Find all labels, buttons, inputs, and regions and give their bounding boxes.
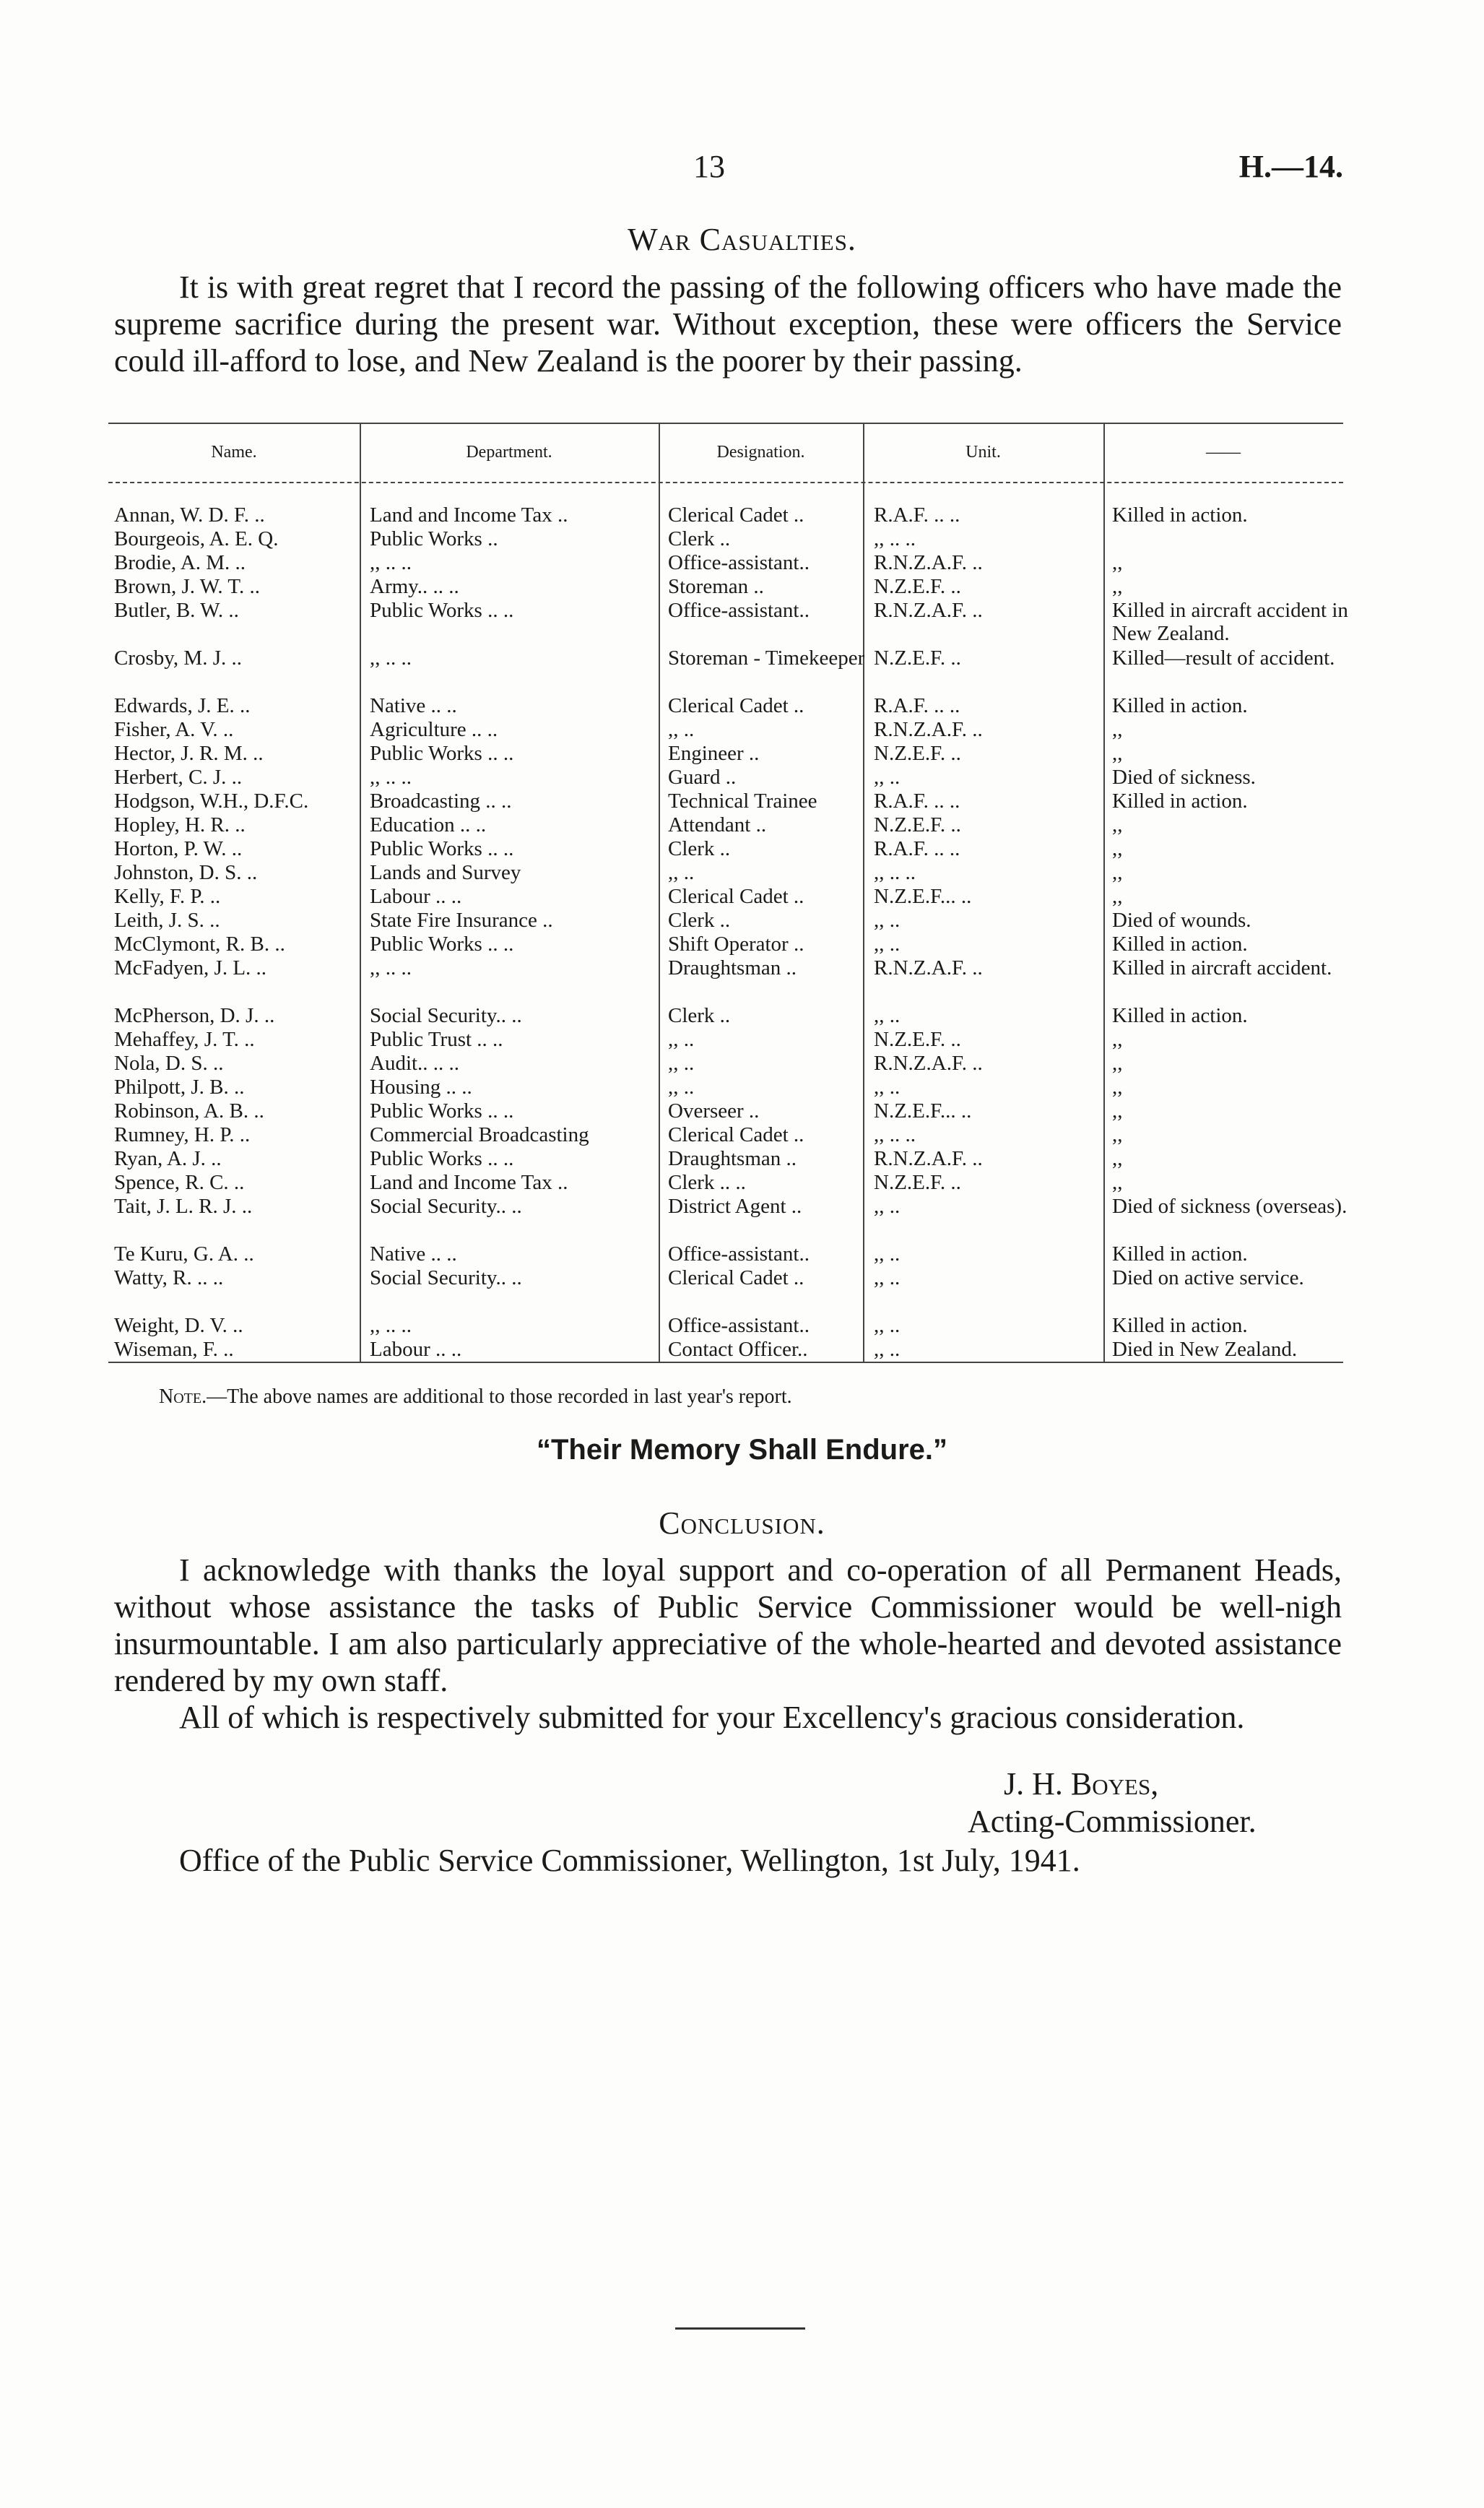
column-header-remarks: —— [1206, 443, 1241, 462]
table-cell-unit: ,, .. .. [874, 1123, 916, 1146]
table-cell-unit: R.N.Z.A.F. .. [874, 551, 983, 574]
table-cell-unit: R.A.F. .. .. [874, 503, 960, 527]
table-cell-unit: ,, .. .. [874, 861, 916, 884]
table-cell-dept: Labour .. .. [370, 885, 462, 908]
table-cell-dept: Native .. .. [370, 1242, 457, 1266]
table-cell-desg: Clerk .. [668, 837, 731, 860]
table-cell-remark: ,, [1112, 1052, 1123, 1075]
table-cell-remark: ,, [1112, 885, 1123, 908]
table-cell-unit: ,, .. [874, 1195, 901, 1218]
table-cell-desg: Clerical Cadet .. [668, 885, 804, 908]
table-cell-remark: Died on active service. [1112, 1266, 1304, 1289]
table-cell-remark: ,, [1112, 813, 1123, 836]
column-header-designation: Designation. [716, 443, 805, 462]
table-cell-unit: R.N.Z.A.F. .. [874, 718, 983, 741]
table-cell-desg: ,, .. [668, 1052, 695, 1075]
table-cell-remark: Killed in action. [1112, 933, 1248, 956]
table-cell-dept: ,, .. .. [370, 956, 412, 980]
table-cell-unit: R.A.F. .. .. [874, 694, 960, 717]
table-cell-remark: ,, [1112, 575, 1123, 598]
table-cell-desg: Clerk .. [668, 527, 731, 550]
table-cell-desg: ,, .. [668, 1028, 695, 1051]
table-cell-unit: ,, .. [874, 1338, 901, 1361]
table-cell-remark: ,, [1112, 1099, 1123, 1123]
table-cell-desg: Storeman .. [668, 575, 764, 598]
table-cell-desg: Attendant .. [668, 813, 767, 836]
table-cell-remark: Killed in action. [1112, 1242, 1248, 1266]
table-cell-remark: Killed in action. [1112, 1004, 1248, 1027]
table-cell-dept: Public Works .. [370, 527, 498, 550]
table-cell-name: Ryan, A. J. .. [114, 1147, 222, 1170]
war-casualties-intro [114, 269, 1342, 379]
table-cell-unit: N.Z.E.F... .. [874, 1099, 972, 1123]
table-cell-desg: Draughtsman .. [668, 956, 797, 980]
table-cell-remark: Died of sickness (overseas). [1112, 1195, 1348, 1218]
table-cell-name: Hodgson, W.H., D.F.C. [114, 790, 309, 813]
table-cell-dept: Public Works .. .. [370, 599, 514, 622]
table-cell-desg: ,, .. [668, 718, 695, 741]
table-cell-unit: N.Z.E.F. .. [874, 1171, 961, 1194]
table-cell-remark: ,, [1112, 1171, 1123, 1194]
table-cell-unit: ,, .. [874, 1242, 901, 1266]
note-label: Note. [159, 1385, 207, 1408]
table-cell-desg: Draughtsman .. [668, 1147, 797, 1170]
table-cell-desg: Clerk .. [668, 909, 731, 932]
office-date-line: Office of the Public Service Commissioner, Wellington, 1st July, 1941. [179, 1843, 1080, 1878]
table-cell-name: Tait, J. L. R. J. .. [114, 1195, 253, 1218]
table-cell-desg: Office-assistant.. [668, 1314, 810, 1337]
table-cell-desg: ,, .. [668, 861, 695, 884]
table-cell-unit: N.Z.E.F. .. [874, 813, 961, 836]
table-cell-name: McFadyen, J. L. .. [114, 956, 267, 980]
table-cell-unit: N.Z.E.F. .. [874, 742, 961, 765]
table-cell-remark: Died in New Zealand. [1112, 1338, 1298, 1361]
conclusion-paragraph-2 [114, 1699, 1342, 1736]
end-rule [675, 2327, 805, 2330]
document-reference: H.—14. [1238, 149, 1343, 184]
table-cell-name: Weight, D. V. .. [114, 1314, 243, 1337]
table-cell-remark: Killed in aircraft accident. [1112, 956, 1332, 980]
casualties-table [108, 423, 1348, 1383]
table-note [159, 1385, 792, 1409]
table-cell-unit: N.Z.E.F... .. [874, 885, 972, 908]
note-text: —The above names are additional to those recorded in last year's report. [207, 1385, 792, 1408]
conclusion-text-1: I acknowledge with thanks the loyal support and co-operation of all Permanent Heads, without whose assistance the tasks of Public Service Commissioner would be well-nigh insurmountable. I am also particularly appreciative of the whole-hearted and devoted assistance rendered by my own staff. [114, 1552, 1342, 1698]
table-cell-dept: Social Security.. .. [370, 1195, 522, 1218]
table-cell-unit: ,, .. [874, 909, 901, 932]
table-cell-remark: ,, [1112, 861, 1123, 884]
table-cell-desg: Shift Operator .. [668, 933, 804, 956]
table-cell-name: Robinson, A. B. .. [114, 1099, 264, 1123]
table-cell-name: Philpott, J. B. .. [114, 1076, 245, 1099]
table-cell-remark: Killed in action. [1112, 694, 1248, 717]
signatory-name: J. H. Boyes, [1004, 1766, 1159, 1802]
table-cell-remark: Died of wounds. [1112, 909, 1251, 932]
table-cell-name: Hector, J. R. M. .. [114, 742, 264, 765]
table-cell-name: Brodie, A. M. .. [114, 551, 246, 574]
page-number: 13 [693, 149, 725, 184]
table-cell-dept: Audit.. .. .. [370, 1052, 460, 1075]
intro-text: It is with great regret that I record the passing of the following officers who have made the supreme sacrifice during the present war. Without exception, these were officers the Service could ill-afford to lose, and New Zealand is the poorer by their passing. [114, 269, 1342, 379]
table-cell-dept: Public Trust .. .. [370, 1028, 503, 1051]
table-cell-name: Leith, J. S. .. [114, 909, 220, 932]
table-cell-unit: N.Z.E.F. .. [874, 1028, 961, 1051]
table-cell-dept: Broadcasting .. .. [370, 790, 512, 813]
column-header-unit: Unit. [966, 443, 1001, 462]
table-cell-remark: ,, [1112, 1028, 1123, 1051]
table-cell-remark: Killed in action. [1112, 1314, 1248, 1337]
table-cell-remark: Killed in aircraft accident in New Zealand. [1112, 599, 1348, 645]
table-cell-remark: Killed in action. [1112, 790, 1248, 813]
table-cell-remark: Killed in action. [1112, 503, 1248, 527]
table-cell-desg: Clerical Cadet .. [668, 1123, 804, 1146]
table-cell-remark: ,, [1112, 718, 1123, 741]
table-cell-remark: ,, [1112, 551, 1123, 574]
table-cell-dept: Native .. .. [370, 694, 457, 717]
column-header-name: Name. [211, 443, 257, 462]
table-cell-name: Te Kuru, G. A. .. [114, 1242, 254, 1266]
table-cell-name: Edwards, J. E. .. [114, 694, 251, 717]
signatory-title: Acting-Commissioner. [968, 1804, 1257, 1839]
table-cell-name: Hopley, H. R. .. [114, 813, 246, 836]
table-cell-unit: ,, .. [874, 1004, 901, 1027]
table-cell-desg: Guard .. [668, 766, 737, 789]
table-cell-dept: Land and Income Tax .. [370, 503, 568, 527]
table-cell-remark: ,, [1112, 742, 1123, 765]
table-top-rule [108, 423, 1343, 424]
table-cell-name: Mehaffey, J. T. .. [114, 1028, 255, 1051]
table-cell-desg: Clerk .. .. [668, 1171, 746, 1194]
table-cell-name: Spence, R. C. .. [114, 1171, 245, 1194]
table-cell-unit: R.A.F. .. .. [874, 790, 960, 813]
table-cell-desg: Office-assistant.. [668, 599, 810, 622]
table-cell-name: Rumney, H. P. .. [114, 1123, 251, 1146]
table-cell-dept: Public Works .. .. [370, 1099, 514, 1123]
table-cell-desg: Office-assistant.. [668, 1242, 810, 1266]
table-cell-unit: N.Z.E.F. .. [874, 647, 961, 670]
table-cell-unit: ,, .. [874, 766, 901, 789]
table-cell-remark: Killed—result of accident. [1112, 647, 1335, 670]
table-cell-desg: District Agent .. [668, 1195, 802, 1218]
table-cell-name: Johnston, D. S. .. [114, 861, 258, 884]
table-cell-remark: ,, [1112, 1076, 1123, 1099]
table-cell-dept: Public Works .. .. [370, 1147, 514, 1170]
table-cell-unit: ,, .. [874, 1076, 901, 1099]
table-cell-dept: ,, .. .. [370, 647, 412, 670]
table-cell-remark: Died of sickness. [1112, 766, 1256, 789]
table-cell-remark: ,, [1112, 1147, 1123, 1170]
table-cell-name: Nola, D. S. .. [114, 1052, 224, 1075]
table-cell-dept: Commercial Broadcasting [370, 1123, 589, 1146]
table-cell-dept: Labour .. .. [370, 1338, 462, 1361]
table-cell-desg: Overseer .. [668, 1099, 760, 1123]
table-cell-dept: Agriculture .. .. [370, 718, 498, 741]
table-cell-dept: Public Works .. .. [370, 742, 514, 765]
table-cell-dept: Lands and Survey [370, 861, 521, 884]
table-cell-unit: R.N.Z.A.F. .. [874, 1052, 983, 1075]
table-cell-dept: ,, .. .. [370, 766, 412, 789]
table-cell-dept: Housing .. .. [370, 1076, 472, 1099]
table-cell-unit: R.N.Z.A.F. .. [874, 956, 983, 980]
table-cell-desg: Clerical Cadet .. [668, 1266, 804, 1289]
table-cell-desg: ,, .. [668, 1076, 695, 1099]
table-header-rule [108, 482, 1343, 483]
table-cell-dept: State Fire Insurance .. [370, 909, 553, 932]
col-divider-1 [360, 423, 361, 1362]
table-cell-dept: Army.. .. .. [370, 575, 459, 598]
table-cell-desg: Office-assistant.. [668, 551, 810, 574]
table-bottom-rule [108, 1362, 1343, 1363]
table-cell-unit: R.A.F. .. .. [874, 837, 960, 860]
table-cell-name: McPherson, D. J. .. [114, 1004, 275, 1027]
table-cell-name: Watty, R. .. .. [114, 1266, 224, 1289]
table-cell-name: Annan, W. D. F. .. [114, 503, 265, 527]
table-cell-name: Butler, B. W. .. [114, 599, 239, 622]
table-cell-desg: Contact Officer.. [668, 1338, 808, 1361]
war-casualties-title: War Casualties. [628, 222, 856, 257]
table-cell-unit: R.N.Z.A.F. .. [874, 1147, 983, 1170]
table-cell-unit: ,, .. .. [874, 527, 916, 550]
table-cell-remark: ,, [1112, 837, 1123, 860]
table-cell-unit: ,, .. [874, 1314, 901, 1337]
table-cell-desg: Clerical Cadet .. [668, 503, 804, 527]
table-cell-name: Kelly, F. P. .. [114, 885, 221, 908]
table-cell-name: Horton, P. W. .. [114, 837, 243, 860]
table-cell-dept: Public Works .. .. [370, 837, 514, 860]
memorial-motto: “Their Memory Shall Endure.” [536, 1434, 947, 1466]
table-cell-dept: ,, .. .. [370, 1314, 412, 1337]
table-cell-desg: Clerk .. [668, 1004, 731, 1027]
table-cell-name: Crosby, M. J. .. [114, 647, 242, 670]
table-cell-desg: Storeman - Timekeeper [668, 647, 865, 670]
table-cell-name: Brown, J. W. T. .. [114, 575, 260, 598]
table-cell-name: Fisher, A. V. .. [114, 718, 234, 741]
conclusion-paragraph-1 [114, 1552, 1342, 1699]
conclusion-title: Conclusion. [659, 1505, 825, 1541]
table-cell-unit: ,, .. [874, 1266, 901, 1289]
table-cell-dept: Education .. .. [370, 813, 487, 836]
table-cell-dept: Social Security.. .. [370, 1266, 522, 1289]
column-header-department: Department. [466, 443, 552, 462]
table-cell-desg: Clerical Cadet .. [668, 694, 804, 717]
table-cell-name: Wiseman, F. .. [114, 1338, 234, 1361]
table-cell-dept: Public Works .. .. [370, 933, 514, 956]
table-cell-unit: ,, .. [874, 933, 901, 956]
table-cell-unit: R.N.Z.A.F. .. [874, 599, 983, 622]
table-cell-dept: Land and Income Tax .. [370, 1171, 568, 1194]
table-cell-name: Bourgeois, A. E. Q. [114, 527, 279, 550]
table-cell-desg: Technical Trainee [668, 790, 817, 813]
table-cell-dept: Social Security.. .. [370, 1004, 522, 1027]
table-cell-dept: ,, .. .. [370, 551, 412, 574]
table-cell-desg: Engineer .. [668, 742, 760, 765]
conclusion-text-2: All of which is respectively submitted for your Excellency's gracious consideration. [179, 1700, 1245, 1735]
table-cell-name: McClymont, R. B. .. [114, 933, 285, 956]
table-cell-unit: N.Z.E.F. .. [874, 575, 961, 598]
table-cell-remark: ,, [1112, 1123, 1123, 1146]
table-cell-name: Herbert, C. J. .. [114, 766, 243, 789]
